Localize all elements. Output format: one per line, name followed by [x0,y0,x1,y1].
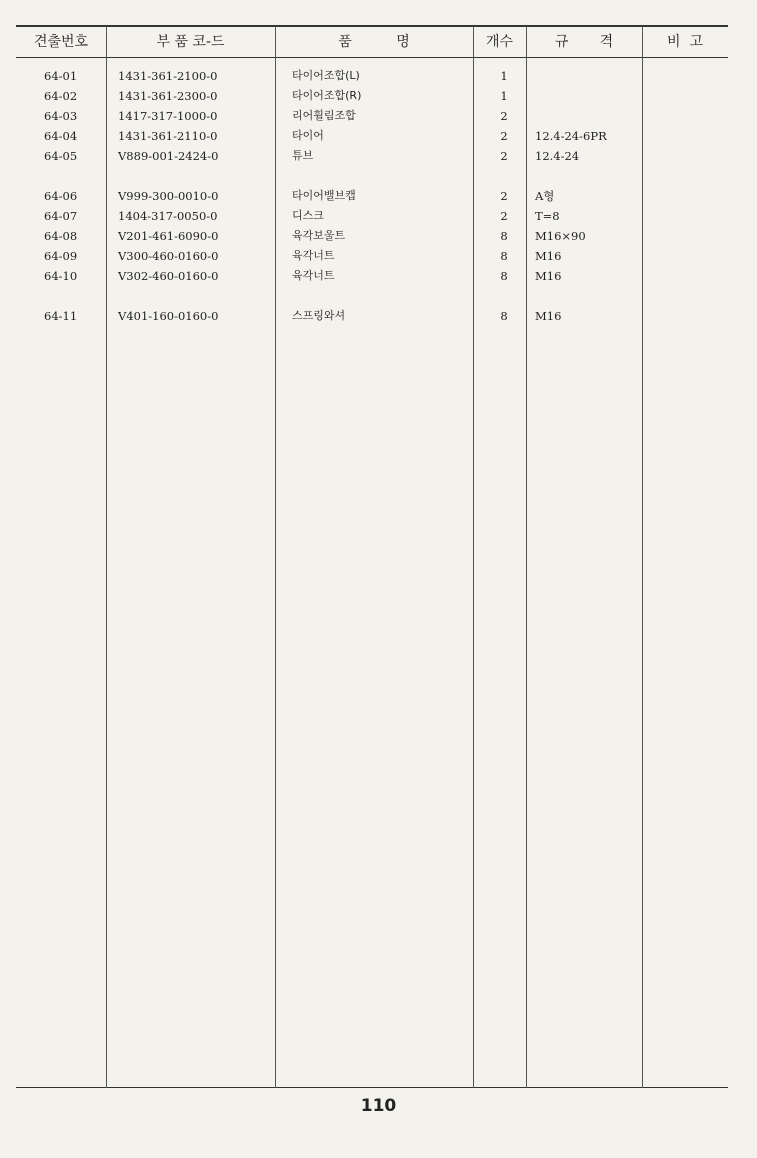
reference-number: 64-03 [44,109,78,123]
part-code: 1431-361-2100-0 [118,69,218,83]
quantity: 8 [500,229,508,243]
reference-number: 64-01 [44,69,78,83]
table-row [0,106,757,126]
header-part-code: 부 품 코-드 [156,34,225,50]
part-code: V300-460-0160-0 [118,249,219,263]
header-part-name: 품 명 [338,34,410,50]
specification: 12.4-24 [535,149,580,163]
specification: M16 [535,269,562,283]
part-name: 튜브 [292,149,314,162]
part-name: 육각너트 [292,269,335,282]
reference-number: 64-09 [44,249,78,263]
specification: 12.4-24-6PR [535,129,607,143]
table-row [0,226,757,246]
header-quantity: 개수 [485,34,514,50]
part-name: 타이어 [292,129,324,142]
specification: T=8 [535,209,560,223]
part-name: 타이어조합(R) [292,89,362,102]
reference-number: 64-10 [44,269,78,283]
quantity: 1 [500,69,508,83]
table-row [0,66,757,86]
table-row [0,86,757,106]
part-code: V889-001-2424-0 [118,149,219,163]
quantity: 2 [500,149,508,163]
table-top-rule [16,25,728,27]
header-specification: 규 격 [554,34,614,50]
part-name: 타이어밸브캡 [292,189,356,202]
specification: M16 [535,249,562,263]
quantity: 8 [500,269,508,283]
part-name: 리어휠림조합 [292,109,356,122]
part-code: 1417-317-1000-0 [118,109,218,123]
specification: M16×90 [535,229,586,243]
quantity: 2 [500,129,508,143]
part-code: V999-300-0010-0 [118,189,219,203]
quantity: 2 [500,209,508,223]
specification: A형 [535,189,555,203]
part-name: 육각너트 [292,249,335,262]
quantity: 1 [500,89,508,103]
table-row [0,186,757,206]
table-bottom-rule [16,1087,728,1088]
part-code: V302-460-0160-0 [118,269,219,283]
part-name: 스프링와셔 [292,309,346,322]
reference-number: 64-07 [44,209,78,223]
parts-table-body [0,66,757,326]
quantity: 8 [500,309,508,323]
table-row [0,306,757,326]
reference-number: 64-06 [44,189,78,203]
reference-number: 64-08 [44,229,78,243]
quantity: 2 [500,109,508,123]
header-reference-number: 견출번호 [33,34,89,50]
reference-number: 64-02 [44,89,78,103]
reference-number: 64-11 [44,309,78,323]
table-row [0,266,757,286]
page-number: 110 [360,1096,397,1116]
part-code: V201-461-6090-0 [118,229,219,243]
reference-number: 64-04 [44,129,78,143]
specification: M16 [535,309,562,323]
part-name: 디스크 [292,209,324,222]
header-bottom-rule [16,57,728,58]
quantity: 8 [500,249,508,263]
table-row [0,246,757,266]
table-row [0,146,757,166]
table-row [0,126,757,146]
quantity: 2 [500,189,508,203]
part-code: V401-160-0160-0 [118,309,219,323]
part-code: 1431-361-2110-0 [118,129,218,143]
table-row [0,206,757,226]
part-code: 1431-361-2300-0 [118,89,218,103]
part-code: 1404-317-0050-0 [118,209,218,223]
part-name: 타이어조합(L) [292,69,360,82]
header-remarks: 비 고 [667,34,703,50]
part-name: 육각보울트 [292,229,346,242]
reference-number: 64-05 [44,149,78,163]
